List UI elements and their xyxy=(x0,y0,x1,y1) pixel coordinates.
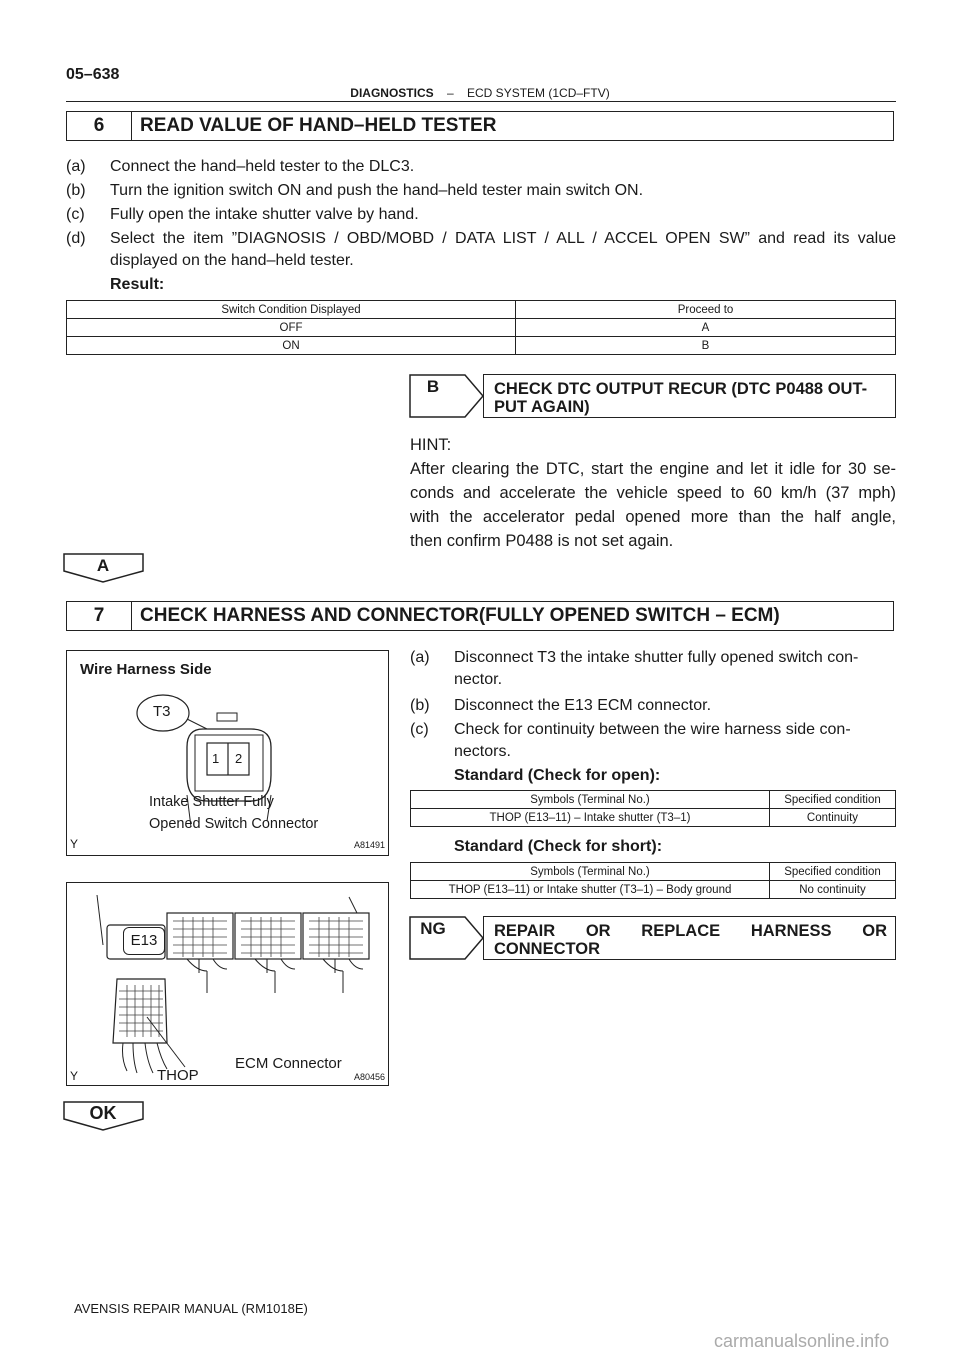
pin-label: 1 xyxy=(212,751,220,766)
hint-line: then confirm P0488 is not set again. xyxy=(410,532,674,550)
branch-text-line: REPAIR OR REPLACE HARNESS OR xyxy=(494,922,887,940)
hint-label: HINT: xyxy=(410,436,452,454)
step-number: 6 xyxy=(67,112,132,140)
step6-item-d xyxy=(66,228,896,272)
figure-e13-connector xyxy=(66,882,389,1086)
table-cell: OFF xyxy=(67,319,516,337)
table-cell: THOP (E13–11) or Intake shutter (T3–1) – Body ground xyxy=(411,881,770,899)
table-cell: THOP (E13–11) – Intake shutter (T3–1) xyxy=(411,809,770,827)
step-title: READ VALUE OF HAND–HELD TESTER xyxy=(140,115,497,136)
page-number: 05–638 xyxy=(66,66,120,83)
open-check-table xyxy=(410,790,896,827)
step7-item-a xyxy=(410,647,896,691)
table-row xyxy=(67,319,896,337)
figure-id: A80456 xyxy=(353,1072,385,1082)
figure-caption: ECM Connector xyxy=(235,1055,342,1072)
step7-item-b xyxy=(410,695,896,717)
branch-tag-label: B xyxy=(426,377,440,396)
figure-caption xyxy=(149,791,318,835)
branch-ok xyxy=(63,1101,145,1131)
item-text: Fully open the intake shutter valve by hand. xyxy=(110,206,419,223)
connector-tag-label: T3 xyxy=(153,703,171,720)
short-check-table xyxy=(410,862,896,899)
header-rule xyxy=(66,101,896,102)
branch-text xyxy=(483,374,896,418)
step-7-header xyxy=(66,601,894,631)
manual-footer: AVENSIS REPAIR MANUAL (RM1018E) xyxy=(74,1301,308,1316)
corner-mark: Y xyxy=(70,1069,79,1083)
item-text: Select the item ”DIAGNOSIS / OBD/MOBD / DATA LIST / ALL / ACCEL OPEN SW” and read its value displayed on the hand–held tester. xyxy=(110,230,896,269)
branch-text xyxy=(483,916,896,960)
hint-line: After clearing the DTC, start the engine and let it idle for 30 se- xyxy=(410,460,896,478)
branch-a xyxy=(63,553,145,583)
table-row xyxy=(411,881,896,899)
standard-open-label: Standard (Check for open): xyxy=(454,767,661,784)
table-cell: No continuity xyxy=(770,881,896,899)
table-header-row xyxy=(411,791,896,809)
item-label: (b) xyxy=(66,182,86,199)
result-table xyxy=(66,300,896,355)
corner-mark: Y xyxy=(70,837,79,851)
pin-label: 2 xyxy=(235,751,243,766)
figure-id: A81491 xyxy=(353,840,385,850)
step-number: 7 xyxy=(67,602,132,630)
table-header-row xyxy=(67,301,896,319)
hint-line: with the accelerator pedal opened more than the half angle, xyxy=(410,508,896,526)
hint-block xyxy=(410,433,896,553)
header-separator: – xyxy=(446,86,454,100)
table-cell: Continuity xyxy=(770,809,896,827)
item-text-line: nectors. xyxy=(454,743,511,760)
table-cell: B xyxy=(516,337,896,355)
table-header-cell: Switch Condition Displayed xyxy=(67,301,516,319)
table-header-cell: Specified condition xyxy=(770,791,896,809)
item-text-line: nector. xyxy=(454,671,503,688)
item-label: (c) xyxy=(66,206,85,223)
step-6-header xyxy=(66,111,894,141)
branch-text-line: CONNECTOR xyxy=(494,940,601,958)
step7-item-c xyxy=(410,719,896,763)
caption-line: Intake Shutter Fully xyxy=(149,794,274,810)
table-header-cell: Symbols (Terminal No.) xyxy=(411,863,770,881)
branch-text-line: CHECK DTC OUTPUT RECUR (DTC P0488 OUT- xyxy=(494,380,868,398)
ecm-connector-drawing xyxy=(67,883,387,1083)
item-label: (a) xyxy=(66,158,86,175)
section-name: DIAGNOSTICS xyxy=(350,86,434,100)
hint-line: conds and accelerate the vehicle speed to 60 km/h (37 mph) xyxy=(410,484,896,502)
table-cell: A xyxy=(516,319,896,337)
table-row xyxy=(67,337,896,355)
item-label: (d) xyxy=(66,230,86,247)
branch-tag-label: NG xyxy=(420,919,446,938)
branch-tag xyxy=(409,374,465,418)
table-header-cell: Proceed to xyxy=(516,301,896,319)
table-row xyxy=(411,809,896,827)
figure-heading: Wire Harness Side xyxy=(80,661,212,678)
watermark: carmanualsonline.info xyxy=(714,1331,890,1351)
table-cell: ON xyxy=(67,337,516,355)
item-text: Turn the ignition switch ON and push the hand–held tester main switch ON. xyxy=(110,182,644,199)
branch-b xyxy=(409,374,896,418)
subsection-name: ECD SYSTEM (1CD–FTV) xyxy=(467,86,610,100)
branch-tag-label: A xyxy=(96,556,110,575)
step-title: CHECK HARNESS AND CONNECTOR(FULLY OPENED SWITCH – ECM) xyxy=(140,605,780,626)
standard-short-label: Standard (Check for short): xyxy=(454,838,663,855)
table-header-cell: Specified condition xyxy=(770,863,896,881)
branch-text-line: PUT AGAIN) xyxy=(494,398,590,416)
thop-label: THOP xyxy=(157,1067,199,1084)
caption-line: Opened Switch Connector xyxy=(149,816,319,832)
connector-tag-label: E13 xyxy=(123,927,165,955)
table-header-row xyxy=(411,863,896,881)
item-text-line: Check for continuity between the wire harness side con- xyxy=(454,721,851,738)
item-label: (b) xyxy=(410,697,430,714)
branch-tag xyxy=(409,916,465,960)
item-text-line: Disconnect T3 the intake shutter fully opened switch con- xyxy=(454,649,859,666)
item-label: (a) xyxy=(410,649,430,666)
item-text: Connect the hand–held tester to the DLC3. xyxy=(110,158,415,175)
item-text-line: Disconnect the E13 ECM connector. xyxy=(454,697,712,714)
running-header xyxy=(0,86,960,100)
branch-tag-label: OK xyxy=(89,1103,117,1123)
branch-ng xyxy=(409,916,896,960)
result-label: Result: xyxy=(110,276,165,293)
table-header-cell: Symbols (Terminal No.) xyxy=(411,791,770,809)
figure-t3-connector xyxy=(66,650,389,856)
item-label: (c) xyxy=(410,721,429,738)
